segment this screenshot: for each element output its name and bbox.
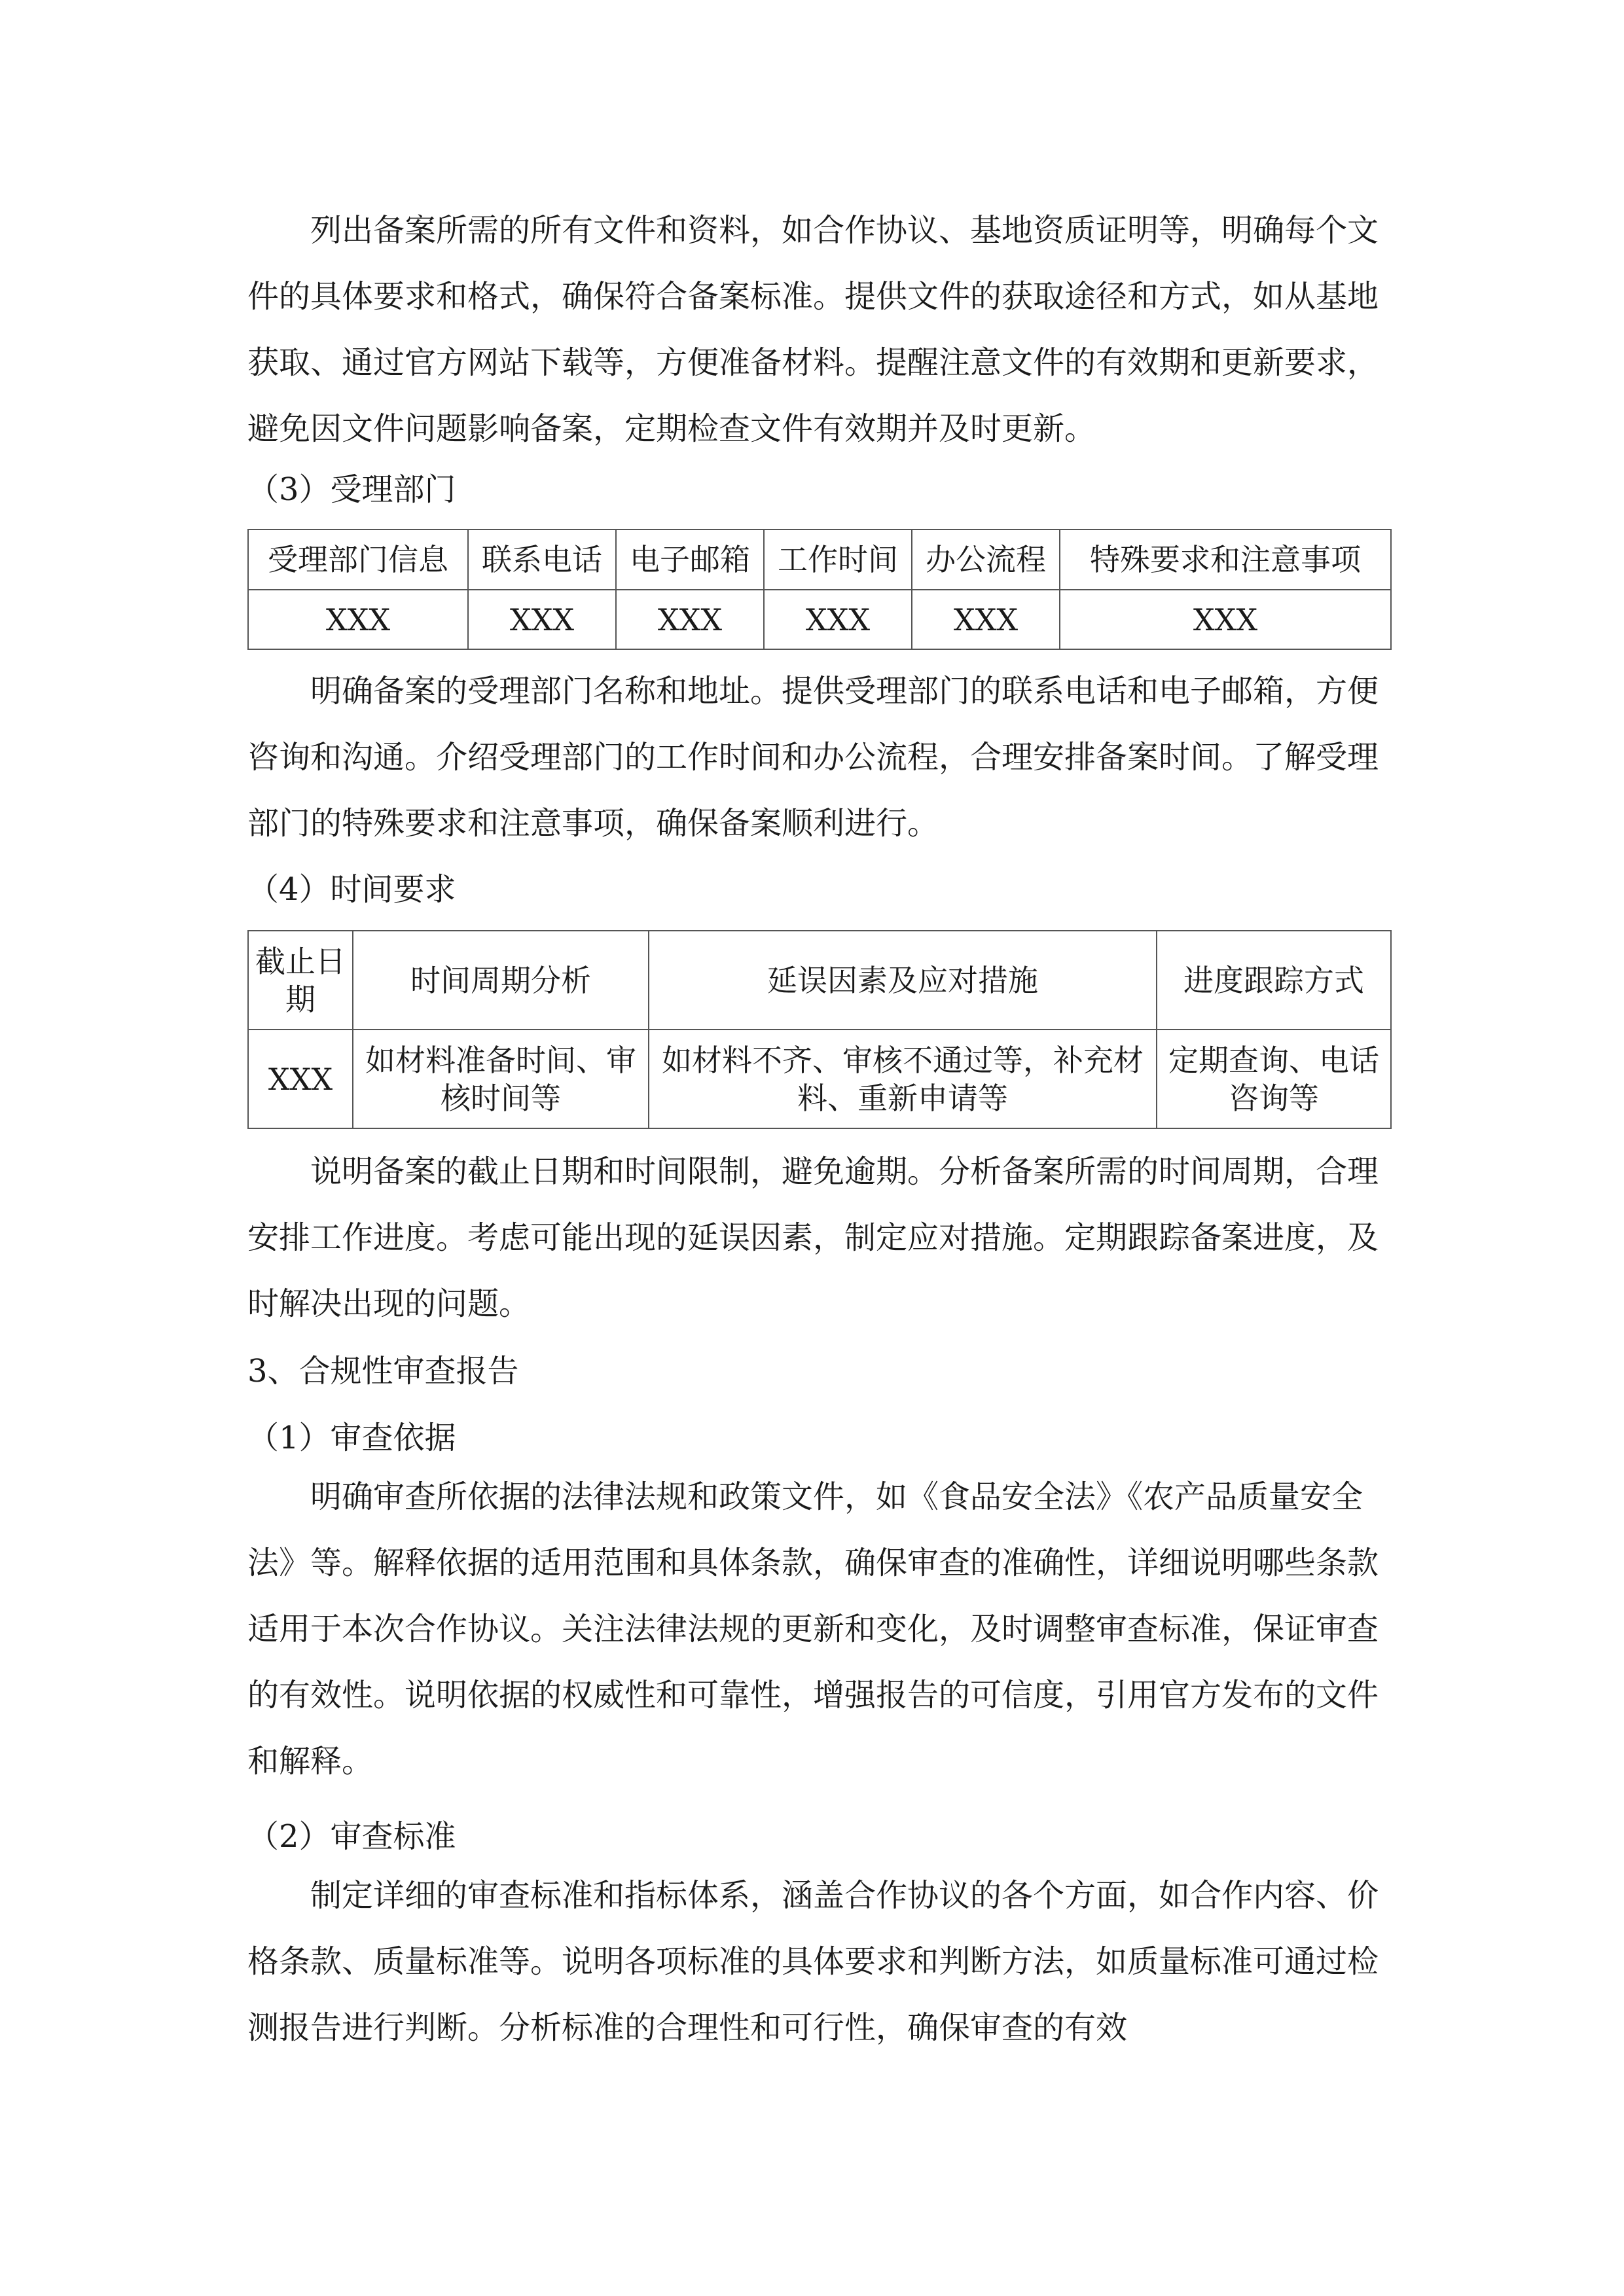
table-cell: XXX [248,590,468,649]
table-cell: 如材料准备时间、审核时间等 [353,1030,649,1128]
table-header-cell: 受理部门信息 [248,529,468,590]
table-header-row [248,931,1391,1030]
table-row [248,590,1391,649]
table-header-cell: 联系电话 [468,529,616,590]
table-header-cell: 工作时间 [764,529,912,590]
section-heading-report [247,1352,1390,1391]
paragraph-text: 制定详细的审查标准和指标体系，涵盖合作协议的各个方面，如合作内容、价格条款、质量标准等。说明各项标准的具体要求和判断方法，如质量标准可通过检测报告进行判断。分析标准的合理性和可行性，确保审查的有效 [247,1877,1379,2046]
heading-text: （1）审查依据 [247,1420,456,1456]
paragraph-basis [247,1464,1390,1795]
heading-text: （4）时间要求 [247,871,456,908]
time-table [247,930,1392,1129]
table-cell: XXX [248,1030,353,1128]
table-header-row [248,529,1391,590]
paragraph-time [247,1139,1390,1337]
paragraph-department [247,658,1390,857]
department-table [247,529,1392,650]
table-header-cell: 时间周期分析 [353,931,649,1030]
table-header-cell: 特殊要求和注意事项 [1060,529,1391,590]
table-row [248,1030,1391,1128]
table-cell: 定期查询、电话咨询等 [1157,1030,1391,1128]
paragraph-required-documents [247,198,1390,462]
section-heading-department [247,470,1390,509]
table-cell: XXX [1060,590,1391,649]
table-cell: XXX [468,590,616,649]
paragraph-text: 列出备案所需的所有文件和资料，如合作协议、基地资质证明等，明确每个文件的具体要求和格式，确保符合备案标准。提供文件的获取途径和方式，如从基地获取、通过官方网站下载等，方便准备材料。提醒注意文件的有效期和更新要求，避免因文件问题影响备案，定期检查文件有效期并及时更新。 [247,212,1379,447]
table-cell: XXX [912,590,1060,649]
table-header-cell: 电子邮箱 [616,529,764,590]
table-cell: XXX [764,590,912,649]
table-cell: XXX [616,590,764,649]
table-header-cell: 截止日期 [248,931,353,1030]
heading-text: （2）审查标准 [247,1818,456,1855]
paragraph-standard [247,1863,1390,2061]
table-header-cell: 延误因素及应对措施 [649,931,1157,1030]
paragraph-text: 说明备案的截止日期和时间限制，避免逾期。分析备案所需的时间周期，合理安排工作进度。考虑可能出现的延误因素，制定应对措施。定期跟踪备案进度，及时解决出现的问题。 [247,1153,1379,1322]
section-heading-standard [247,1817,1390,1856]
paragraph-text: 明确审查所依据的法律法规和政策文件，如《食品安全法》《农产品质量安全法》等。解释依据的适用范围和具体条款，确保审查的准确性，详细说明哪些条款适用于本次合作协议。关注法律法规的更新和变化，及时调整审查标准，保证审查的有效性。说明依据的权威性和可靠性，增强报告的可信度，引用官方发布的文件和解释。 [247,1479,1379,1780]
heading-text: （3）受理部门 [247,471,456,508]
section-heading-time [247,870,1390,909]
table-header-cell: 进度跟踪方式 [1157,931,1391,1030]
paragraph-text: 明确备案的受理部门名称和地址。提供受理部门的联系电话和电子邮箱，方便咨询和沟通。介绍受理部门的工作时间和办公流程，合理安排备案时间。了解受理部门的特殊要求和注意事项，确保备案顺利进行。 [247,673,1379,842]
table-header-cell: 办公流程 [912,529,1060,590]
heading-text: 3、合规性审查报告 [247,1353,519,1390]
section-heading-basis [247,1418,1390,1458]
table-cell: 如材料不齐、审核不通过等，补充材料、重新申请等 [649,1030,1157,1128]
